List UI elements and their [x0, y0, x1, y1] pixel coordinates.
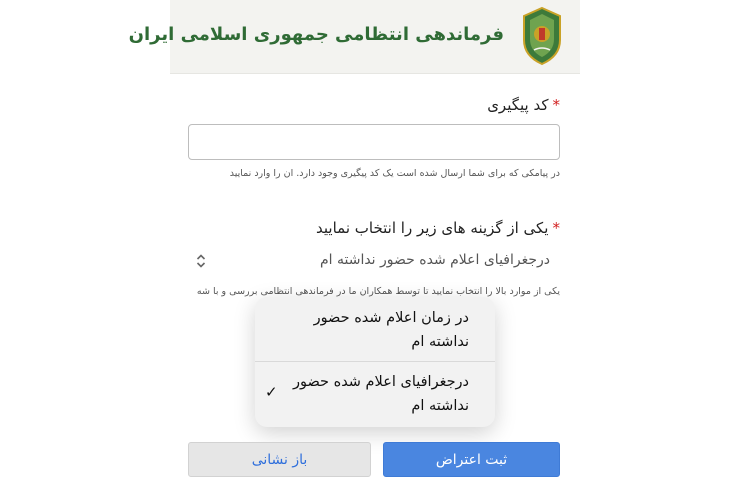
tracking-code-help: در پیامکی که برای شما ارسال شده است یک کد پیگیری وجود دارد. ان را وارد نمایید	[229, 168, 560, 179]
option-dropdown-menu	[255, 297, 495, 427]
option-select[interactable]	[188, 248, 560, 276]
option-select-value: درجغرافیای اعلام شده حضور نداشته ام	[319, 252, 550, 268]
header-title: فرماندهی انتظامی جمهوری اسلامی ایران	[128, 24, 504, 45]
required-mark: *	[552, 219, 560, 237]
reset-button[interactable]: باز نشانی	[188, 442, 371, 477]
option-select-label	[316, 219, 560, 237]
option-select-label-text: یکی از گزینه های زیر را انتخاب نمایید	[316, 219, 549, 237]
objection-form-page	[128, 0, 580, 500]
option-select-help: یکی از موارد بالا را انتخاب نمایید تا توسط همکاران ما در فرماندهی انتظامی بررسی و با شه	[196, 286, 560, 297]
chevron-up-down-icon	[196, 253, 206, 269]
tracking-code-label	[487, 96, 560, 114]
tracking-code-input[interactable]	[188, 124, 560, 160]
police-emblem-icon	[520, 6, 564, 66]
dropdown-option-selected[interactable]	[255, 362, 495, 426]
header	[128, 0, 580, 74]
dropdown-option-label: در زمان اعلام شده حضور نداشته ام	[313, 310, 469, 350]
dropdown-option-label: درجغرافیای اعلام شده حضور نداشته ام	[292, 374, 469, 414]
dropdown-option[interactable]	[255, 297, 495, 361]
tracking-code-label-text: کد پیگیری	[487, 96, 549, 114]
submit-objection-button[interactable]: ثبت اعتراض	[383, 442, 560, 477]
required-mark: *	[552, 96, 560, 114]
checkmark-icon: ✓	[265, 383, 278, 401]
